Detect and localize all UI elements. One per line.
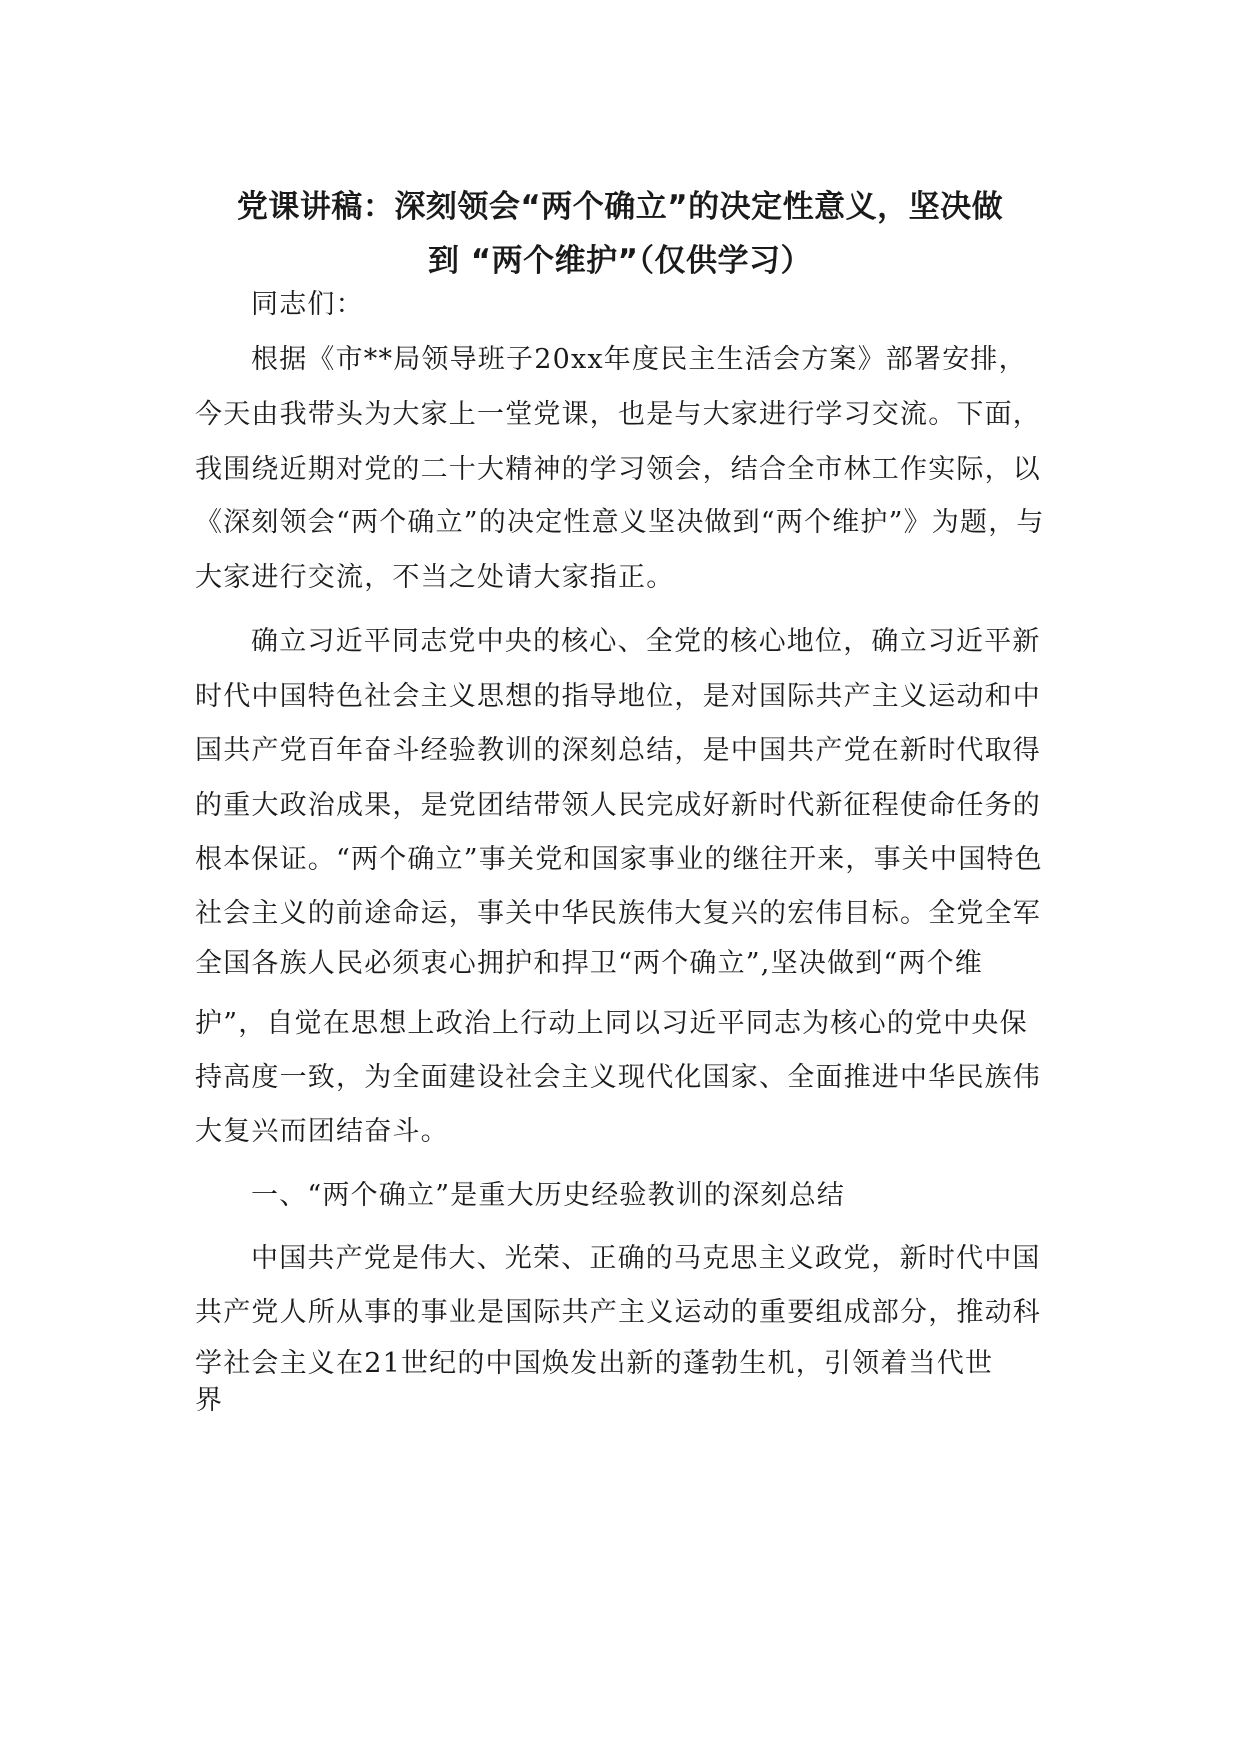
- paragraph-1-line-5: 大家进行交流，不当之处请大家指正。: [195, 562, 675, 593]
- paragraph-3-line-2: 共产党人所从事的事业是国际共产主义运动的重要组成部分，推动科: [195, 1297, 1041, 1328]
- paragraph-2-line-8: 护”，自觉在思想上政治上行动上同以习近平同志为核心的党中央保: [195, 1008, 1028, 1039]
- paragraph-2-line-3: 国共产党百年奋斗经验教训的深刻总结，是中国共产党在新时代取得: [195, 735, 1041, 766]
- paragraph-1-line-4: 《深刻领会“两个确立”的决定性意义坚决做到“两个维护”》为题，与: [195, 507, 1045, 538]
- paragraph-1-line-2: 今天由我带头为大家上一堂党课，也是与大家进行学习交流。下面，: [195, 399, 1041, 430]
- paragraph-2-line-4: 的重大政治成果，是党团结带领人民完成好新时代新征程使命任务的: [195, 790, 1041, 821]
- paragraph-3-line-3: 学社会主义在21世纪的中国焕发出新的蓬勃生机，引领着当代世: [195, 1348, 994, 1379]
- title-line-2: 到 “两个维护”（仅供学习）: [427, 243, 813, 279]
- title-line-1: 党课讲稿：深刻领会“两个确立”的决定性意义，坚决做: [236, 189, 1004, 225]
- paragraph-1-line-1: 根据《市**局领导班子20xx年度民主生活会方案》部署安排，: [251, 344, 1027, 375]
- paragraph-2-line-6: 社会主义的前途命运，事关中华民族伟大复兴的宏伟目标。全党全军: [195, 898, 1041, 929]
- paragraph-2-line-7: 全国各族人民必须衷心拥护和捍卫“两个确立”,坚决做到“两个维: [195, 948, 983, 979]
- paragraph-2-line-1: 确立习近平同志党中央的核心、全党的核心地位，确立习近平新: [251, 626, 1041, 657]
- paragraph-2-line-9: 持高度一致，为全面建设社会主义现代化国家、全面推进中华民族伟: [195, 1062, 1041, 1093]
- paragraph-2-line-2: 时代中国特色社会主义思想的指导地位，是对国际共产主义运动和中: [195, 681, 1041, 712]
- document-title: [190, 180, 1050, 288]
- paragraph-2-line-10: 大复兴而团结奋斗。: [195, 1116, 449, 1147]
- salutation: 同志们：: [251, 289, 364, 320]
- paragraph-1-line-3: 我围绕近期对党的二十大精神的学习领会，结合全市林工作实际，以: [195, 454, 1041, 485]
- paragraph-2-line-5: 根本保证。“两个确立”事关党和国家事业的继往开来，事关中国特色: [195, 844, 1043, 875]
- section-heading-1: 一、“两个确立”是重大历史经验教训的深刻总结: [251, 1180, 846, 1211]
- paragraph-3-line-4: 界: [195, 1385, 224, 1416]
- paragraph-3-line-1: 中国共产党是伟大、光荣、正确的马克思主义政党，新时代中国: [251, 1243, 1041, 1274]
